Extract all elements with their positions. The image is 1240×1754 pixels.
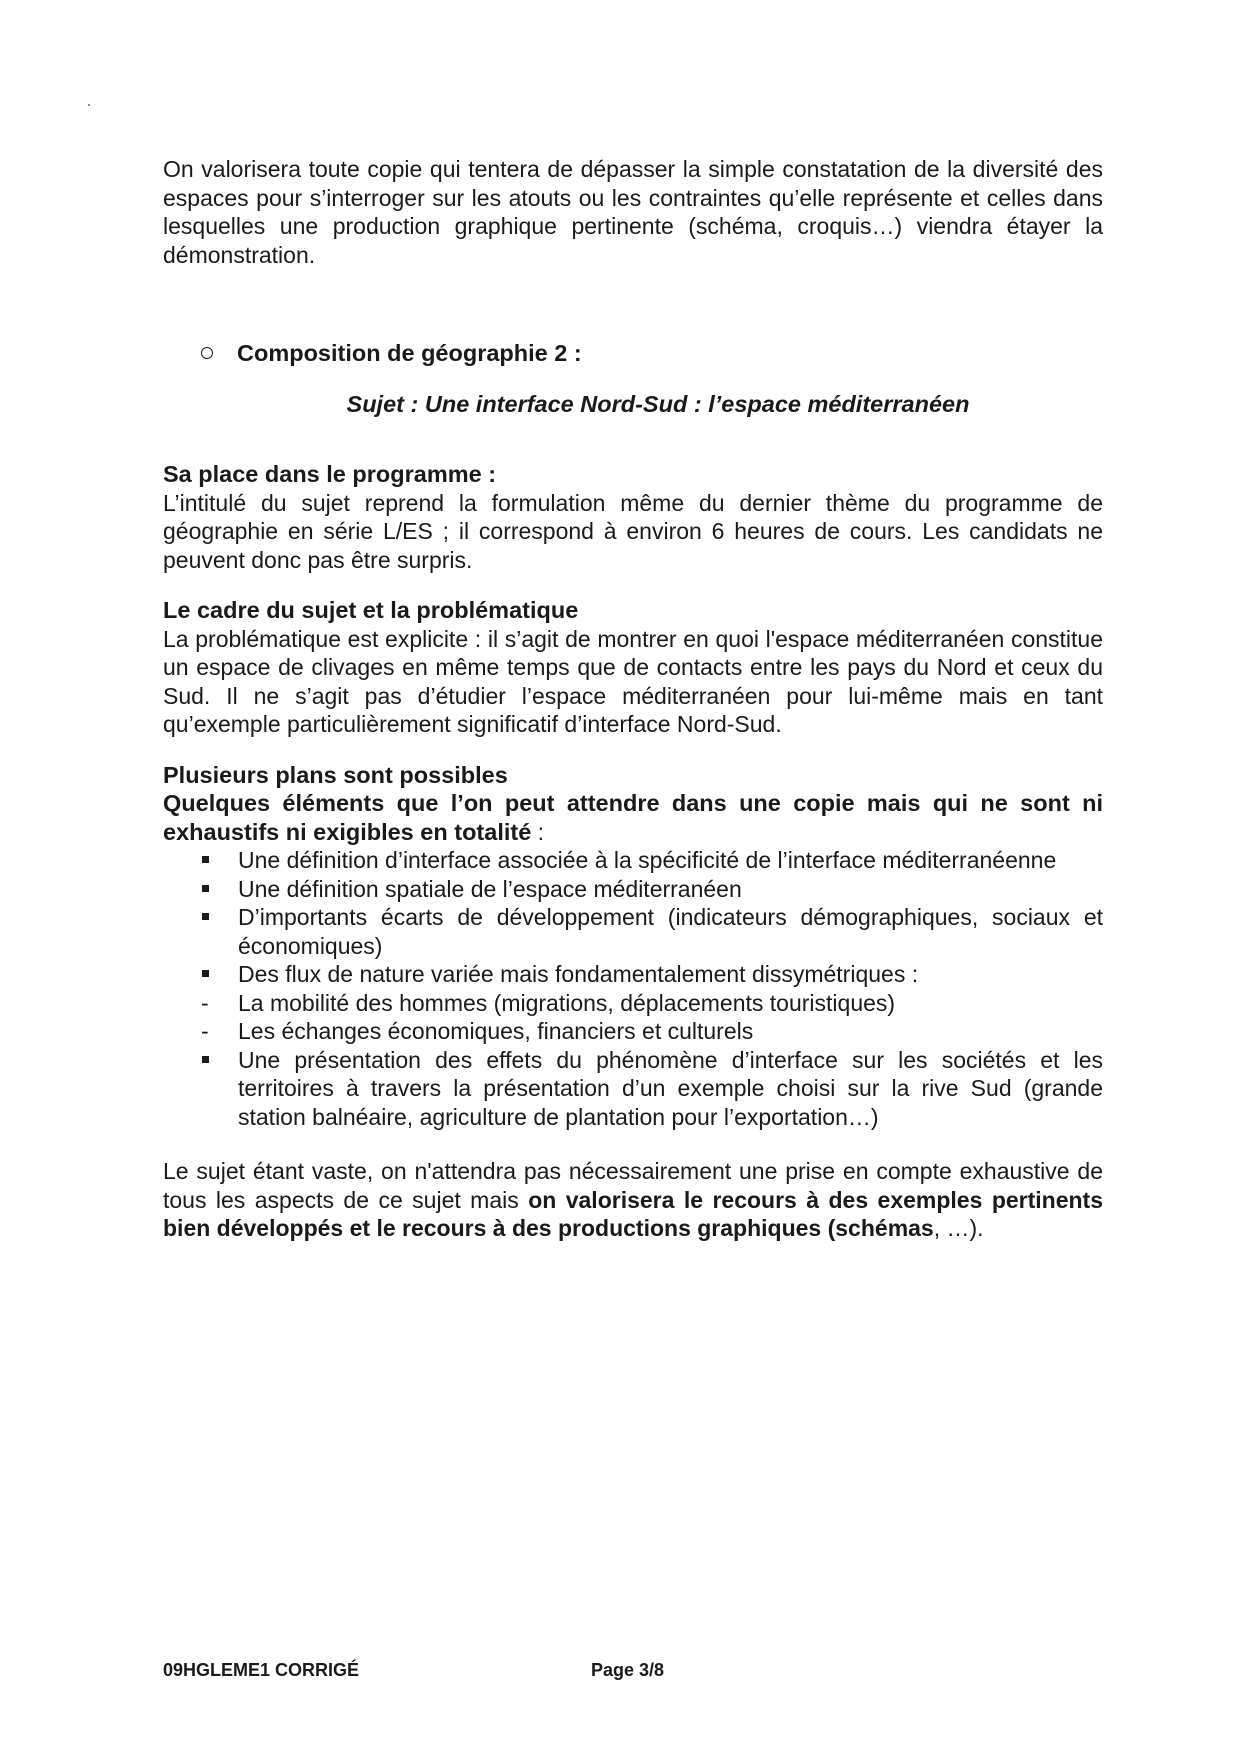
list-item (163, 1046, 1103, 1132)
scan-speck (88, 104, 90, 106)
list-item (163, 960, 1103, 989)
conclusion-paragraph (163, 1157, 1103, 1243)
section-plans-title: Plusieurs plans sont possibles (163, 761, 508, 788)
section-place-text: L’intitulé du sujet reprend la formulation même du dernier thème du programme de géographie en série L/ES ; il correspond à environ 6 heures de cours. Les candidats ne peuvent donc pas être surpris. (163, 489, 1103, 573)
list-item (163, 846, 1103, 875)
list-item-text: Une définition d’interface associée à la spécificité de l’interface méditerranéenne (238, 847, 1057, 873)
composition-heading-text: Composition de géographie 2 : (237, 340, 582, 366)
list-item (163, 989, 1103, 1018)
conclusion-bold: on valorisera le recours à des exemples pertinents bien développés et le recours à des productions graphiques (schémas (163, 1186, 1104, 1241)
section-cadre (163, 596, 1103, 739)
list-item-text: Une définition spatiale de l’espace méditerranéen (238, 875, 742, 902)
page-number: Page 3/8 (591, 1660, 665, 1680)
list-item (163, 903, 1103, 960)
list-item-text: La mobilité des hommes (migrations, déplacements touristiques) (238, 989, 896, 1016)
section-plans (163, 761, 1103, 1132)
elements-list (163, 846, 1103, 1131)
intro-paragraph: On valorisera toute copie qui tentera de dépasser la simple constatation de la diversité des espaces pour s’interroger sur les atouts ou les contraintes qu’elle représente et celles dans lesquelles une production graphique pertinente (schéma, croquis…) viendra étayer la démonstration. (163, 156, 1103, 268)
section-place (163, 460, 1103, 574)
composition-heading (201, 339, 1103, 368)
list-item-text: Des flux de nature variée mais fondamentalement dissymétriques : (238, 961, 919, 987)
list-item-text: Les échanges économiques, financiers et culturels (238, 1018, 754, 1044)
section-cadre-text: La problématique est explicite : il s’agit de montrer en quoi l'espace méditerranéen constitue un espace de clivages en même temps que de contacts entre les pays du Nord et ceux du Sud. Il ne s’agit pas d’étudier l’espace méditerranéen pour lui-même mais en tant qu’exemple particulièrement significatif d’interface Nord-Sud. (163, 625, 1103, 737)
list-item (163, 875, 1103, 904)
section-place-title: Sa place dans le programme : (163, 461, 497, 487)
section-plans-lead-bold: Quelques éléments que l’on peut attendre dans une copie mais qui ne sont ni exhaustifs ni exigibles en totalité (163, 790, 1103, 845)
section-plans-lead (163, 789, 1103, 846)
list-item-text: D’importants écarts de développement (indicateurs démographiques, sociaux et économiques) (238, 904, 1103, 959)
subject-title: Sujet : Une interface Nord-Sud : l’espace méditerranéen (346, 390, 970, 417)
conclusion-tail: , …). (933, 1215, 984, 1241)
document-body (163, 155, 1103, 1243)
list-item (163, 1017, 1103, 1046)
circle-bullet-icon (201, 347, 213, 359)
section-plans-lead-rest: : (531, 818, 545, 845)
section-cadre-title: Le cadre du sujet et la problématique (163, 597, 579, 623)
conclusion-plain: Le sujet étant vaste, on n'attendra pas nécessairement une prise en compte exhaustive de tous les aspects de ce sujet mais (163, 1158, 1103, 1213)
document-code: 09HGLEME1 CORRIGÉ (163, 1660, 360, 1680)
list-item-text: Une présentation des effets du phénomène d’interface sur les sociétés et les territoires à travers la présentation d’un exemple choisi sur la rive Sud (grande station balnéaire, agriculture de plantation pour l’exportation…) (238, 1046, 1103, 1130)
